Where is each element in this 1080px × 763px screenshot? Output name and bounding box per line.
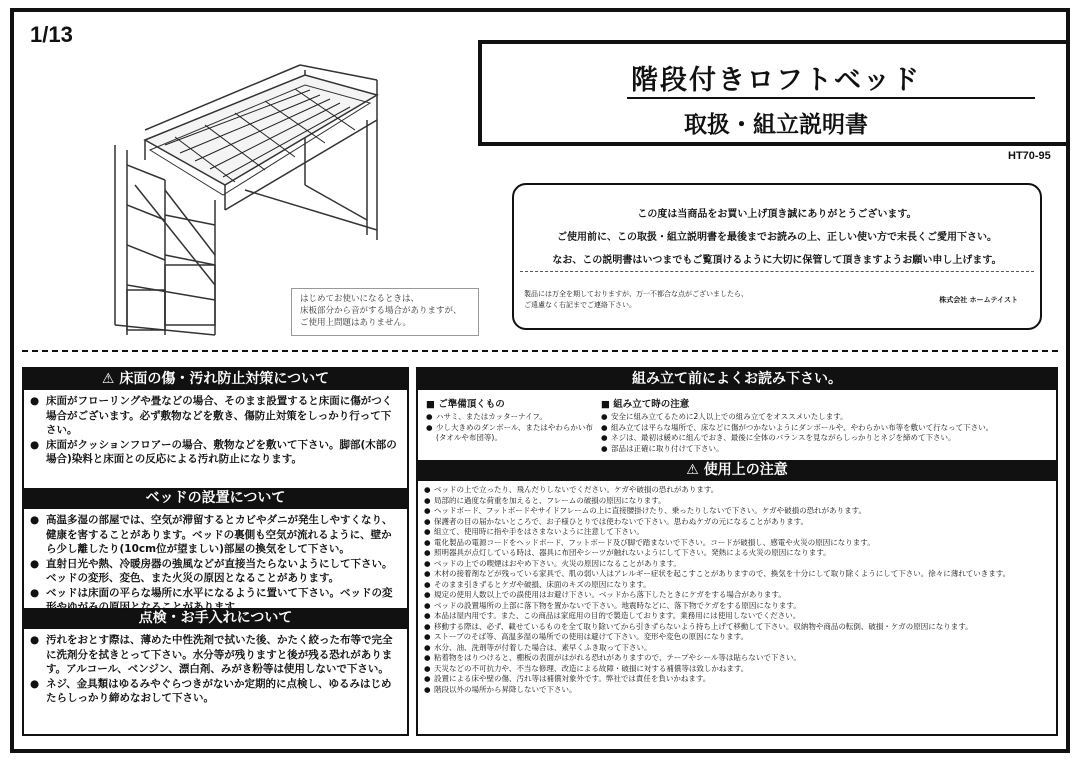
usage-heading: ⚠ 使用上の注意 [418, 460, 1056, 481]
list-item: ● 高温多湿の部屋では、空気が滞留するとカビやダニが発生しやすくなり、健康を害することがあります。ベッドの裏側も空気が流れるように、壁から少し離したり(10cm位が望ましい)部屋の換気をして下さい。 [30, 513, 401, 557]
list-item: ● 組立て、使用時に指や手をはさまないように注意して下さい。 [424, 527, 1050, 538]
greeting-line: ご使用前に、この取扱・組立説明書を最後までお読みの上、正しい使い方で末長くご愛用下さい。 [557, 232, 997, 243]
title-box [478, 40, 1070, 146]
greeting-box [512, 183, 1042, 330]
list-item: ● そのまま引きずるとケガや破損、床面のキズの原因になります。 [424, 580, 1050, 591]
illustration-note [291, 288, 479, 336]
list-item: ● 床面がフローリングや畳などの場合、そのまま設置すると床面に傷がつく場合がございます。必ず敷物などを敷き、傷防止対策をしっかり行って下さい。 [30, 394, 401, 438]
list-item: ● 規定の使用人数以上での誤使用はお避け下さい。ベッドから落下したときにケガをする場合があります。 [424, 590, 1050, 601]
section-divider [22, 350, 1058, 352]
list-item: ● 直射日光や熱、冷暖房器の強風などが直接当たらないようにして下さい。ベッドの変形、変色、また火災の原因となることがあります。 [30, 557, 401, 586]
list-item: ● 電化製品の電源コードをヘッドボード、フットボード及び脚で踏まないで下さい。コードが破損し、感電や火災の原因になります。 [424, 538, 1050, 549]
page-number: 1/13 [30, 22, 73, 47]
company-name: 株式会社 ホームテイスト [939, 296, 1018, 304]
list-item: ● 粘着物をはりつけると、棚板の表面がはがれる恐れがありますので、テープやシール等は貼らないで下さい。 [424, 653, 1050, 664]
page-title: 階段付きロフトベッド [631, 65, 921, 96]
list-item: ● 水分、油、洗剤等が付着した場合は、素早くふき取って下さい。 [424, 643, 1050, 654]
list-item: ● ベッドの設置場所の上部に落下物を置かないで下さい。地震時などに、落下物でケガをする原因になります。 [424, 601, 1050, 612]
list-item: ● 部品は正確に取り付けて下さい。 [601, 444, 1048, 455]
note-line: 製品には万全を期しておりますが、万一不都合な点がございましたら、 [524, 290, 748, 298]
list-item: ● 組み立ては平らな場所で、床などに傷がつかないようにダンボールや、やわらかい布等を敷いて行なって下さい。 [601, 423, 1048, 434]
list-item: ● 木材の接着剤などが残っている家具で、肌の弱い人はアレルギー症状を起こすことがありますので、換気を十分にして取り除くようにして下さい。徐々に薄れていきます。 [424, 569, 1050, 580]
title-divider [627, 97, 1035, 99]
list-item: ● 本品は屋内用です。また、この商品は家庭用の目的で製造しております。業務用には使用しないでください。 [424, 611, 1050, 622]
assembly-title: ■ 組み立て時の注意 [601, 399, 690, 410]
prep-title: ■ ご準備頂くもの [426, 399, 505, 410]
preparation-section [418, 390, 1056, 460]
note-line: ご使用上問題はありません。 [300, 318, 412, 328]
floor-heading: ⚠ 床面の傷・汚れ防止対策について [24, 369, 407, 390]
left-column [22, 367, 409, 736]
list-item: ● ハサミ、またはカッターナイフ。 [426, 412, 601, 423]
greeting-line: なお、この説明書はいつまでもご覧頂けるように大切に保管して頂きますようお願い申し上げます。 [552, 255, 1002, 266]
before-heading: 組み立て前によくお読み下さい。 [418, 369, 1056, 390]
list-item: ● 階段以外の場所から昇降しないで下さい。 [424, 685, 1050, 696]
note-line: 床板部分から音がする場合がありますが、 [300, 306, 462, 316]
list-item: ● 少し大きめのダンボール、またはやわらかい布(タオルや布団等)。 [426, 423, 601, 444]
list-item: ● 安全に組み立てるために2人以上での組み立てをオススメいたします。 [601, 412, 1048, 423]
list-item: ● 局部的に過度な荷重を加えると、フレームの破損の原因になります。 [424, 496, 1050, 507]
list-item: ● ヘッドボード、フットボードやサイドフレームの上に直接腰掛けたり、乗ったりしないで下さい。ケガや破損の恐れがあります。 [424, 506, 1050, 517]
model-number: HT70-95 [1008, 150, 1051, 162]
list-item: ● ストーブのそば等、高温多湿の場所での使用は避けて下さい。変形や変色の原因になります。 [424, 632, 1050, 643]
care-heading: 点検・お手入れについて [24, 608, 407, 629]
list-item: ● 設置による床や壁の傷、汚れ等は補償対象外です。弊社では責任を負いかねます。 [424, 674, 1050, 685]
list-item: ● ベッドは床面の平らな場所に水平になるように置いて下さい。ベッドの変形やゆがみの原因となることがあります [30, 586, 401, 615]
divider [520, 271, 1034, 272]
right-column [416, 367, 1058, 736]
list-item: ● 移動する際は、必ず、載せているものを全て取り除いてから引きずらないよう持ち上げて移動して下さい。収納物や商品の転倒、破損・ケガの原因になります。 [424, 622, 1050, 633]
list-item: ● 汚れをおとす際は、薄めた中性洗剤で拭いた後、かたく絞った布等で完全に洗剤分を拭きとって下さい。水分等が残りますと後が残る恐れがあります。アルコール、ベンジン、漂白剤、みがき粉等は使用しないで下さい。 [30, 633, 401, 677]
list-item: ● 床面がクッションフロアーの場合、敷物などを敷いて下さい。脚部(木部の場合)染料と床面との反応による汚れ防止になります。 [30, 438, 401, 467]
contact-note [524, 289, 748, 311]
list-item: ● ネジは、最初は緩めに組んでおき、最後に全体のバランスを見ながらしっかりとネジを締めて下さい。 [601, 433, 1048, 444]
note-line: はじめてお使いになるときは、 [300, 294, 420, 304]
list-item: ● 照明器具が点灯している時は、器具に布団やシーツが触れないようにして下さい。発熱による火災の原因になります。 [424, 548, 1050, 559]
list-item: ● 天災などの不可抗力や、不当な修理、改造による故障・破損に対する補償等は致しかねます。 [424, 664, 1050, 675]
greeting-line: この度は当商品をお買い上げ頂き誠にありがとうございます。 [637, 209, 917, 220]
list-item: ● ネジ、金具類はゆるみやぐらつきがないか定期的に点検し、ゆるみはじめたらしっかり締めなおして下さい。 [30, 677, 401, 706]
list-item: ● ベッドの上で立ったり、飛んだりしないでください。ケガや破損の恐れがあります。 [424, 485, 1050, 496]
install-heading: ベッドの設置について [24, 488, 407, 509]
note-line: ご遠慮なく右記までご連絡下さい。 [524, 301, 636, 309]
page-subtitle: 取扱・組立説明書 [684, 112, 868, 138]
usage-list [418, 481, 1056, 699]
list-item: ● ベッドの上での喫煙はおやめ下さい。火災の原因になることがあります。 [424, 559, 1050, 570]
list-item: ● 保護者の目の届かないところで、お子様ひとりでは使わないで下さい。思わぬケガの元になることがあります。 [424, 517, 1050, 528]
